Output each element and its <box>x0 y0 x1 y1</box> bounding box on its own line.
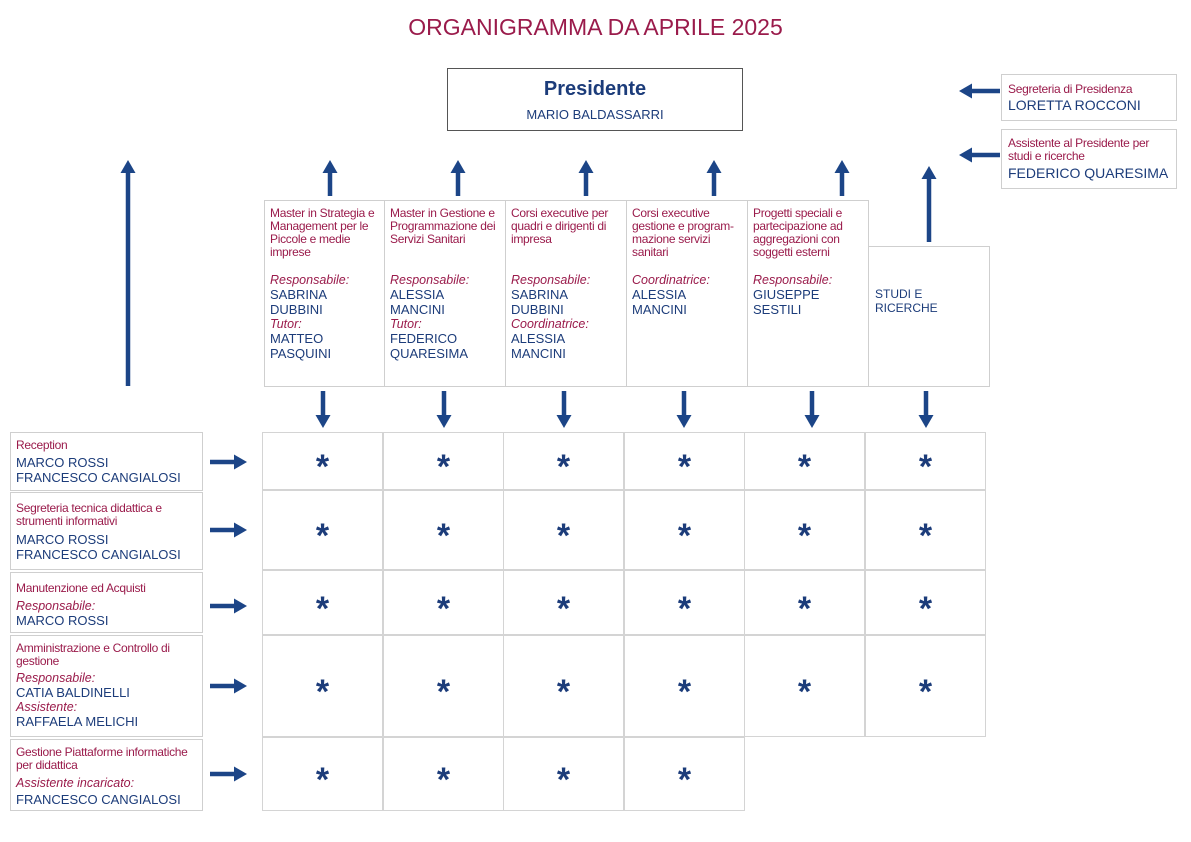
chart-title: ORGANIGRAMMA DA APRILE 2025 <box>408 14 783 40</box>
row-person: MARCO ROSSI <box>16 455 109 470</box>
row-label: Manutenzione ed Acquisti <box>16 581 146 595</box>
matrix-cell-mark: * <box>677 673 692 711</box>
down-arrow <box>437 391 452 428</box>
down-arrow <box>316 391 331 428</box>
column-person: GIUSEPPE SESTILI <box>753 287 820 317</box>
row-label: Segreteria tecnica didattica e strumenti informativi <box>16 501 162 528</box>
up-arrow <box>707 160 722 196</box>
matrix-cell-mark: * <box>315 589 330 628</box>
side-box-label: Segreteria di Presidenza <box>1008 82 1133 96</box>
column-label: Master in Strategia e Management per le Piccole e medie imprese <box>270 206 375 259</box>
up-arrow <box>451 160 466 196</box>
row-role: Assistente: <box>16 700 78 714</box>
column-person: FEDERICO QUARESIMA <box>390 331 469 361</box>
matrix-cell-mark: * <box>797 673 812 711</box>
side-box-label: Assistente al Presidente per studi e ricerche <box>1008 136 1150 163</box>
row-role: Assistente incaricato: <box>16 776 135 790</box>
row-person: FRANCESCO CANGIALOSI <box>16 792 181 807</box>
matrix-cell-mark: * <box>797 448 812 486</box>
up-arrow <box>121 160 136 386</box>
president-title: Presidente <box>543 78 647 100</box>
column-label: Master in Gestione e Programmazione dei Servizi Sanitari <box>390 206 496 246</box>
column-role: Responsabile: <box>753 273 833 287</box>
column-person: SABRINA DUBBINI <box>511 287 568 317</box>
row-label: Amministrazione e Controllo di gestione <box>16 641 170 668</box>
president-person: MARIO BALDASSARRI <box>526 107 664 122</box>
row-role: Responsabile: <box>16 599 96 613</box>
matrix-cell-mark: * <box>918 517 933 555</box>
down-arrow <box>919 391 934 428</box>
row-person: CATIA BALDINELLI <box>16 685 130 700</box>
column-role: Coordinatrice: <box>511 317 589 331</box>
matrix-cell-mark: * <box>677 589 692 628</box>
matrix-cell-mark: * <box>436 589 451 628</box>
column-person: ALESSIA MANCINI <box>632 287 687 317</box>
matrix-cell-mark: * <box>556 761 571 799</box>
side-box-person: LORETTA ROCCONI <box>1008 97 1141 113</box>
column-label: Progetti speciali e partecipazione ad aggregazioni con soggetti esterni <box>753 206 843 259</box>
row-person: MARCO ROSSI <box>16 613 109 628</box>
row-person: RAFFAELA MELICHI <box>16 714 139 729</box>
matrix-cell-mark: * <box>436 673 451 711</box>
right-arrow <box>210 455 247 470</box>
matrix-cell-mark: * <box>315 761 330 799</box>
column-label: STUDI E RICERCHE <box>875 287 938 315</box>
row-role: Responsabile: <box>16 671 96 685</box>
matrix-cell-mark: * <box>556 673 571 711</box>
column-person: MATTEO PASQUINI <box>270 331 332 361</box>
left-arrow <box>959 84 1000 99</box>
right-arrow <box>210 599 247 614</box>
row-label: Reception <box>16 438 68 452</box>
matrix-cell-mark: * <box>315 448 330 486</box>
right-arrow <box>210 767 247 782</box>
column-role: Coordinatrice: <box>632 273 710 287</box>
column-label: Corsi executive gestione e program-mazione servizi sanitari <box>632 206 734 259</box>
matrix-cell-mark: * <box>315 517 330 555</box>
column-role: Responsabile: <box>270 273 350 287</box>
left-arrow <box>959 148 1000 163</box>
matrix-cell-mark: * <box>436 761 451 799</box>
matrix-cell-mark: * <box>556 448 571 486</box>
down-arrow <box>677 391 692 428</box>
matrix-cell-mark: * <box>677 761 692 799</box>
row-label: Gestione Piattaforme informatiche per didattica <box>16 745 188 772</box>
matrix-cell-mark: * <box>918 448 933 486</box>
down-arrow <box>557 391 572 428</box>
matrix-cell-mark: * <box>315 673 330 711</box>
column-label: Corsi executive per quadri e dirigenti di impresa <box>511 206 609 246</box>
matrix-cell-mark: * <box>797 517 812 555</box>
column-person: ALESSIA MANCINI <box>390 287 445 317</box>
up-arrow <box>323 160 338 196</box>
column-person: ALESSIA MANCINI <box>511 331 566 361</box>
column-role: Tutor: <box>270 317 302 331</box>
matrix-cell-mark: * <box>797 589 812 628</box>
right-arrow <box>210 679 247 694</box>
right-arrow <box>210 523 247 538</box>
row-person: FRANCESCO CANGIALOSI <box>16 470 181 485</box>
matrix-cell-mark: * <box>677 517 692 555</box>
matrix-cell-mark: * <box>918 589 933 628</box>
column-role: Responsabile: <box>511 273 591 287</box>
column-person: SABRINA DUBBINI <box>270 287 327 317</box>
up-arrow <box>835 160 850 196</box>
up-arrow <box>922 166 937 242</box>
matrix-cell-mark: * <box>677 448 692 486</box>
column-role: Tutor: <box>390 317 422 331</box>
matrix-cell-mark: * <box>436 517 451 555</box>
column-role: Responsabile: <box>390 273 470 287</box>
side-box-person: FEDERICO QUARESIMA <box>1008 165 1169 181</box>
row-person: FRANCESCO CANGIALOSI <box>16 547 181 562</box>
row-person: MARCO ROSSI <box>16 532 109 547</box>
matrix-cell-mark: * <box>436 448 451 486</box>
matrix-cell-mark: * <box>556 589 571 628</box>
matrix-cell-mark: * <box>918 673 933 711</box>
down-arrow <box>805 391 820 428</box>
matrix-cell-mark: * <box>556 517 571 555</box>
up-arrow <box>579 160 594 196</box>
